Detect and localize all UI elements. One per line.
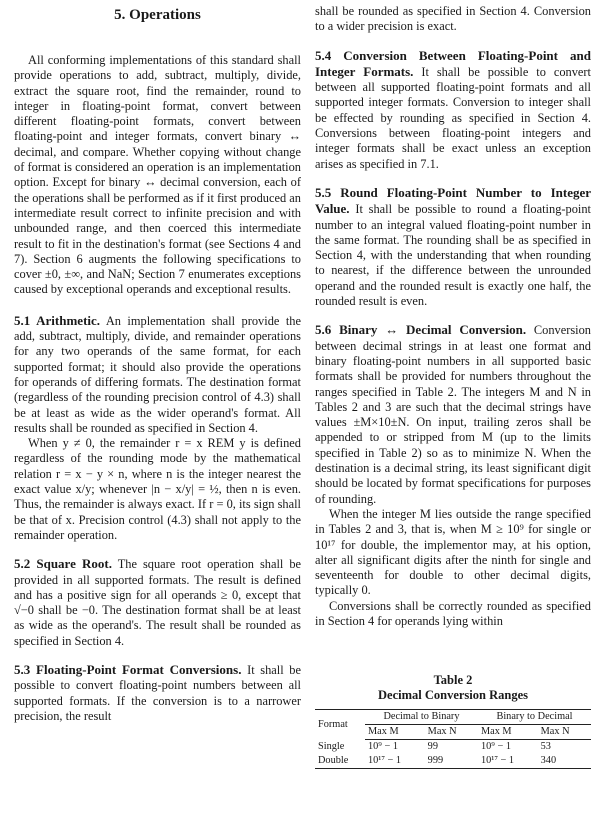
table-caption-number: Table 2 <box>433 673 473 688</box>
section-5-3-title: 5.3 Floating-Point Format Conversions. <box>14 661 242 677</box>
table-cell: 99 <box>427 741 438 753</box>
table-caption-title: Decimal Conversion Ranges <box>378 688 528 703</box>
table-cell: 10⁹ − 1 <box>368 741 398 753</box>
section-5-6-title: 5.6 Binary ↔ Decimal Conversion. <box>315 322 527 338</box>
section-5-6 <box>315 322 591 629</box>
section-5-6-paragraph-2: When the integer M lies outside the range specified in Tables 2 and 3, that is, when M ≥ 10⁹ for single or 10¹⁷ for double, the implementor may, at his option, alter all significant digits after the ninth for single and seventeenth for double to other decimal digits, typically 0. <box>315 506 591 598</box>
table-row <box>315 740 591 755</box>
table-cell-format: Double <box>315 754 365 769</box>
section-5-1-title: 5.1 Arithmetic. <box>14 312 101 328</box>
section-5-1-paragraph-2: When y ≠ 0, the remainder r = x REM y is defined regardless of the rounding mode by the mathematical relation r = x − y × n, where n is the integer nearest the exact value x/y; whenever |n − x/y| = ½, then n is even. Thus, the remainder is always exact. If r = 0, its sign shall be that of x. Precision control (4.3) shall not apply to the remainder operation. <box>14 436 301 542</box>
section-5-2-title: 5.2 Square Root. <box>14 556 112 572</box>
section-5-1-body: An implementation shall provide the add, subtract, multiply, divide, and remainder operations for any two operands of the same format, for each supported format; it should also provide the operations for operands of differing formats. The destination format (regardless of the rounding precision control of 4.3) shall be at least as wide as the wider operand's format. All results shall be rounded as specified in Section 4. <box>14 313 301 435</box>
section-5-4-body: It shall be possible to convert between all supported floating-point formats and all supported integer formats. Conversion to integer shall be effected by rounding as specified in Section 4. Conversions between floating-point integers and integer formats shall be exact unless an exception arises as specified in 7.1. <box>315 64 591 171</box>
left-column <box>14 6 301 724</box>
table-cell: 340 <box>538 754 591 769</box>
section-5-5-title: 5.5 Round Floating-Point Number to Integer Value. <box>315 184 591 217</box>
table-subheader-max-m: Max M <box>478 725 538 740</box>
table-cell: 10¹⁷ − 1 <box>365 754 425 769</box>
section-5-1 <box>14 313 301 543</box>
section-heading: 5. Operations <box>114 7 201 23</box>
table-2 <box>315 673 591 769</box>
section-5-3 <box>14 662 301 724</box>
continued-paragraph: shall be rounded as specified in Section 4. Conversion to a wider precision is exact. <box>315 4 591 34</box>
table-header-format: Format <box>315 710 365 740</box>
table-cell: 53 <box>540 741 551 753</box>
section-5-5-body: It shall be possible to round a floating-point number to an integral valued floating-point number in the same format. The rounding shall be as specified in Section 4, with the understanding that when rounding to nearest, if the difference between the unrounded operand and the rounded result is exactly one half, the rounded result is even. <box>315 202 591 309</box>
table-cell-format: Single <box>318 741 345 753</box>
table-cell: 10¹⁷ − 1 <box>478 754 538 769</box>
section-5-2-body: The square root operation shall be provided in all supported formats. The result is defined and has a positive sign for all operands ≥ 0, except that √−0 shall be −0. The destination format shall be at least as wide as the operand's. The result shall be rounded as specified in Section 4. <box>14 557 302 648</box>
section-5-2 <box>14 556 301 649</box>
table-row <box>315 754 591 769</box>
table-header-decimal-to-binary: Decimal to Binary <box>365 710 478 725</box>
section-5-6-paragraph-3: Conversions shall be correctly rounded as specified in Section 4 for operands lying within <box>315 598 591 628</box>
conversion-ranges-table <box>315 709 591 769</box>
table-header-binary-to-decimal: Binary to Decimal <box>478 710 591 725</box>
section-5-4 <box>315 48 591 172</box>
intro-paragraph: All conforming implementations of this standard shall provide operations to add, subtract, multiply, divide, extract the square root, find the remainder, round to integer in floating-point format, convert between different floating-point formats, convert between floating-point and integer formats, convert binary ↔ decimal, and compare. Whether copying without change of format is considered an operation is an implementation option. Except for binary ↔ decimal conversion, each of the operations shall be performed as if it first produced an intermediate result correct to infinite precision and with unbounded range, and then coerced this intermediate result to fit in the destination's format (see Sections 4 and 7). Section 6 augments the following specifications to cover ±0, ±∞, and NaN; Section 7 enumerates exceptions caused by exceptional operands and exceptional results. <box>14 53 301 297</box>
table-subheader-max-n: Max N <box>425 725 478 740</box>
section-5-6-body: Conversion between decimal strings in at least one format and binary floating-point numbers in all supported basic formats shall be provided for numbers throughout the ranges specified in Table 2. The integers M and N in Tables 2 and 3 are such that the decimal strings have values ±M×10±N. On input, trailing zeros shall be appended to or stripped from M (up to the limits specified in Table 2) so as to minimize N. When the destination is a decimal string, its least significant digit should be located by format specifications for purposes of rounding. <box>315 323 591 506</box>
table-subheader-max-m: Max M <box>365 725 425 740</box>
table-subheader-max-n: Max N <box>538 725 591 740</box>
section-5-3-body: It shall be possible to convert floating-point numbers between all supported formats. If the conversion is to a narrower precision, the result <box>14 662 301 723</box>
right-column <box>315 4 591 769</box>
section-5-5 <box>315 185 591 309</box>
table-cell: 10⁹ − 1 <box>480 741 511 753</box>
table-cell: 999 <box>425 754 478 769</box>
section-5-4-title: 5.4 Conversion Between Floating-Point and Integer Formats. <box>315 47 591 79</box>
